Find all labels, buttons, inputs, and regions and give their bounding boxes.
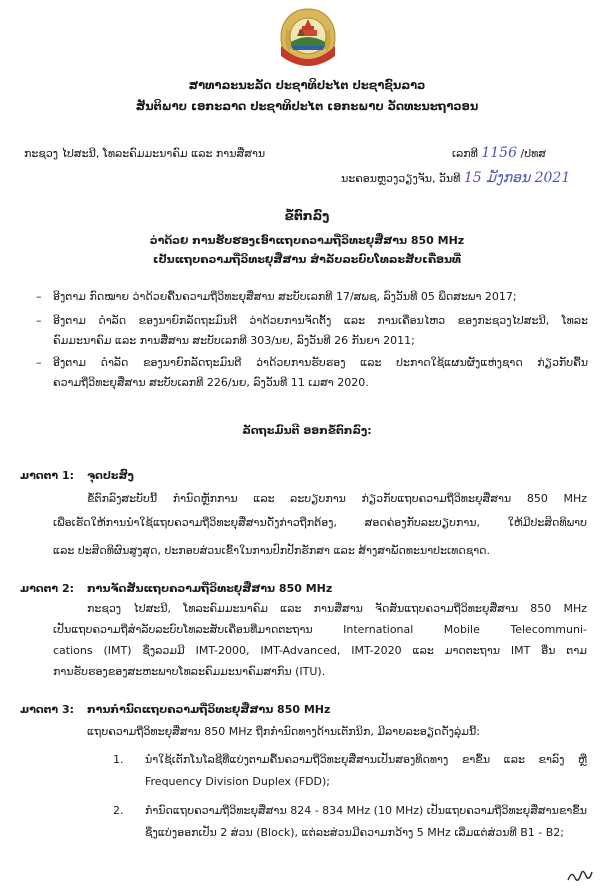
- handwritten-initial-mark: [566, 866, 594, 884]
- decision-heading: ລັດຖະມົນຕີ ອອກຂໍ້ຕົກລົງ:: [242, 424, 372, 437]
- reference-bullet: –: [36, 290, 42, 303]
- article-title: ການຈັດສັນແຖບຄວາມຖີ່ວິທະຍຸສື່ສານ 850 MHz: [87, 582, 333, 595]
- item-1-line-1: ນຳໃຊ້ເຕັກໂນໂລຊີທີ່ແບ່ງຕາມຄື້ນຄວາມຖີ່ວິທະຍຸສື່ສານເປັນສອງທິດທາງ ຂາຂຶ້ນ ແລະ ຂາລົງ ຫຼື: [145, 753, 587, 766]
- article-label: ມາດຕາ 1:: [20, 469, 75, 482]
- list-item-number: 2.: [113, 804, 124, 817]
- article-2-line-3: cations (IMT) ຊຶ່ງລວມມີ IMT-2000, IMT-Advanced, IMT-2020 ແລະ ມາດຕະຖານ IMT ອື່ນ ຕາມ: [53, 644, 587, 657]
- list-item-number: 1.: [113, 753, 124, 766]
- article-title: ການກຳນົດແຖບຄວາມຖີ່ວິທະຍຸສື່ສານ 850 MHz: [87, 703, 331, 716]
- document-subtitle-2: ເປັນແຖບຄວາມຖີ່ວິທະຍຸສື່ສານ ສຳລັບລະບົບໂທລະສັບເຄື່ອນທີ່: [152, 253, 462, 266]
- number-label: ເລກທີ: [452, 147, 478, 160]
- date-value: 15 ມັງກອນ 2021: [463, 170, 571, 186]
- item-1-line-2: Frequency Division Duplex (FDD);: [145, 775, 331, 788]
- item-2-line-2: ຊຶ່ງແບ່ງອອກເປັນ 2 ສ່ວນ (Block), ແຕ່ລະສ່ວນມີຄວາມກວ້າງ 5 MHz ເລີ່ມແຕ່ສ່ວນທີ B1 - B2;: [145, 826, 565, 839]
- item-2-line-1: ກຳນົດແຖບຄວາມຖີ່ວິທະຍຸສື່ສານ 824 - 834 MHz (10 MHz) ເປັນແຖບຄວາມຖີ່ວິທະຍຸສື່ສານຂາຂຶ້ນ: [145, 804, 588, 817]
- reference-bullet: –: [36, 314, 42, 327]
- reference-2-line-2: ຄົມມະນາຄົມ ແລະ ການສື່ສານ ສະບັບເລກທີ 303/ນຍ, ລົງວັນທີ 26 ກັນຍາ 2011;: [53, 334, 415, 347]
- article-label: ມາດຕາ 3:: [20, 703, 75, 716]
- reference-2-line-1: ອີງຕາມ ດຳລັດ ຂອງນາຍົກລັດຖະມົນຕີ ວ່າດ້ວຍການຈັດຕັ້ງ ແລະ ການເຄື່ອນໄຫວ ຂອງກະຊວງໄປສະນີ, ໂທລະ: [53, 314, 588, 327]
- ministry-name: ກະຊວງ ໄປສະນີ, ໂທລະຄົມມະນາຄົມ ແລະ ການສື່ສານ: [24, 147, 266, 160]
- number-suffix: /ປທສ: [520, 147, 547, 160]
- lao-national-emblem-icon: [277, 6, 339, 68]
- article-title: ຈຸດປະສົງ: [87, 469, 134, 482]
- article-2-line-4: ການຮັບຮອງຂອງສະຫະພາບໂທລະຄົມມະນາຄົມສາກົນ (ITU).: [53, 665, 326, 678]
- document-title: ຂໍ້ຕົກລົງ: [284, 208, 330, 223]
- article-1-line-2: ເພື່ອເຮັດໃຫ້ການນຳໃຊ້ແຖບຄວາມຖີ່ວິທະຍຸສື່ສານດັ່ງກ່າວຖືກຕ້ອງ, ສອດຄ່ອງກັບລະບຽບການ, ໃຫ້ມີປະສິດທິພາບ: [53, 516, 587, 529]
- header-line-1: ສາທາລະນະລັດ ປະຊາທິປະໄຕ ປະຊາຊົນລາວ: [188, 78, 426, 92]
- place-date: [341, 171, 570, 186]
- article-3-line-1: ແຖບຄວາມຖີ່ວິທະຍຸສື່ສານ 850 MHz ຖືກກຳນົດທາງດ້ານເຕັກນິກ, ມີລາຍລະອຽດດັ່ງລຸ່ມນີ້:: [87, 725, 480, 738]
- document-subtitle-1: ວ່າດ້ວຍ ການຮັບຮອງເອົາແຖບຄວາມຖີ່ວິທະຍຸສື່ສານ 850 MHz: [149, 234, 465, 247]
- document-number: [452, 146, 546, 161]
- reference-3-line-1: ອີງຕາມ ດຳລັດ ຂອງນາຍົກລັດຖະມົນຕີ ວ່າດ້ວຍການຮັບຮອງ ແລະ ປະກາດໃຊ້ແຜນຜັງແຫ່ງຊາດ ກ່ຽວກັບຄື້ນ: [53, 356, 588, 369]
- place-date-label: ນະຄອນຫຼວງວຽງຈັນ, ວັນທີ: [341, 172, 461, 185]
- reference-3-line-2: ຄວາມຖີ່ວິທະຍຸສື່ສານ ສະບັບເລກທີ 226/ນຍ, ລົງວັນທີ 11 ເມສາ 2020.: [53, 376, 369, 389]
- header-line-2: ສັນຕິພາບ ເອກະລາດ ປະຊາທິປະໄຕ ເອກະພາບ ວັດທະນະຖາວອນ: [135, 99, 479, 113]
- article-2-line-1: ກະຊວງ ໄປສະນີ, ໂທລະຄົມມະນາຄົມ ແລະ ການສື່ສານ ຈັດສັນແຖບຄວາມຖີ່ວິທະຍຸສື່ສານ 850 MHz: [87, 602, 587, 615]
- article-2-line-2: ເປັນແຖບຄວາມຖີ່ສຳລັບລະບົບໂທລະສັບເຄື່ອນທີ່ມາດຕະຖານ International Mobile Telecommuni-: [53, 623, 587, 636]
- article-1-line-3: ແລະ ປະສິດທິຜົນສູງສຸດ, ປະກອບສ່ວນເຂົ້າໃນການປົກປັກຮັກສາ ແລະ ສ້າງສາພັດທະນາປະເທດຊາດ.: [53, 544, 491, 557]
- reference-bullet: –: [36, 356, 42, 369]
- number-value: 1156: [481, 145, 517, 161]
- reference-1-line-1: ອີງຕາມ ກົດໝາຍ ວ່າດ້ວຍຄື້ນຄວາມຖີ່ວິທະຍຸສື່ສານ ສະບັບເລກທີ 17/ສພຊ, ລົງວັນທີ 05 ພຶດສະພາ 2017;: [53, 290, 517, 303]
- article-label: ມາດຕາ 2:: [20, 582, 75, 595]
- article-1-line-1: ຂໍ້ຕົກລົງສະບັບນີ້ ກຳນົດຫຼັກການ ແລະ ລະບຽບການ ກ່ຽວກັບແຖບຄວາມຖີ່ວິທະຍຸສື່ສານ 850 MHz: [87, 492, 587, 505]
